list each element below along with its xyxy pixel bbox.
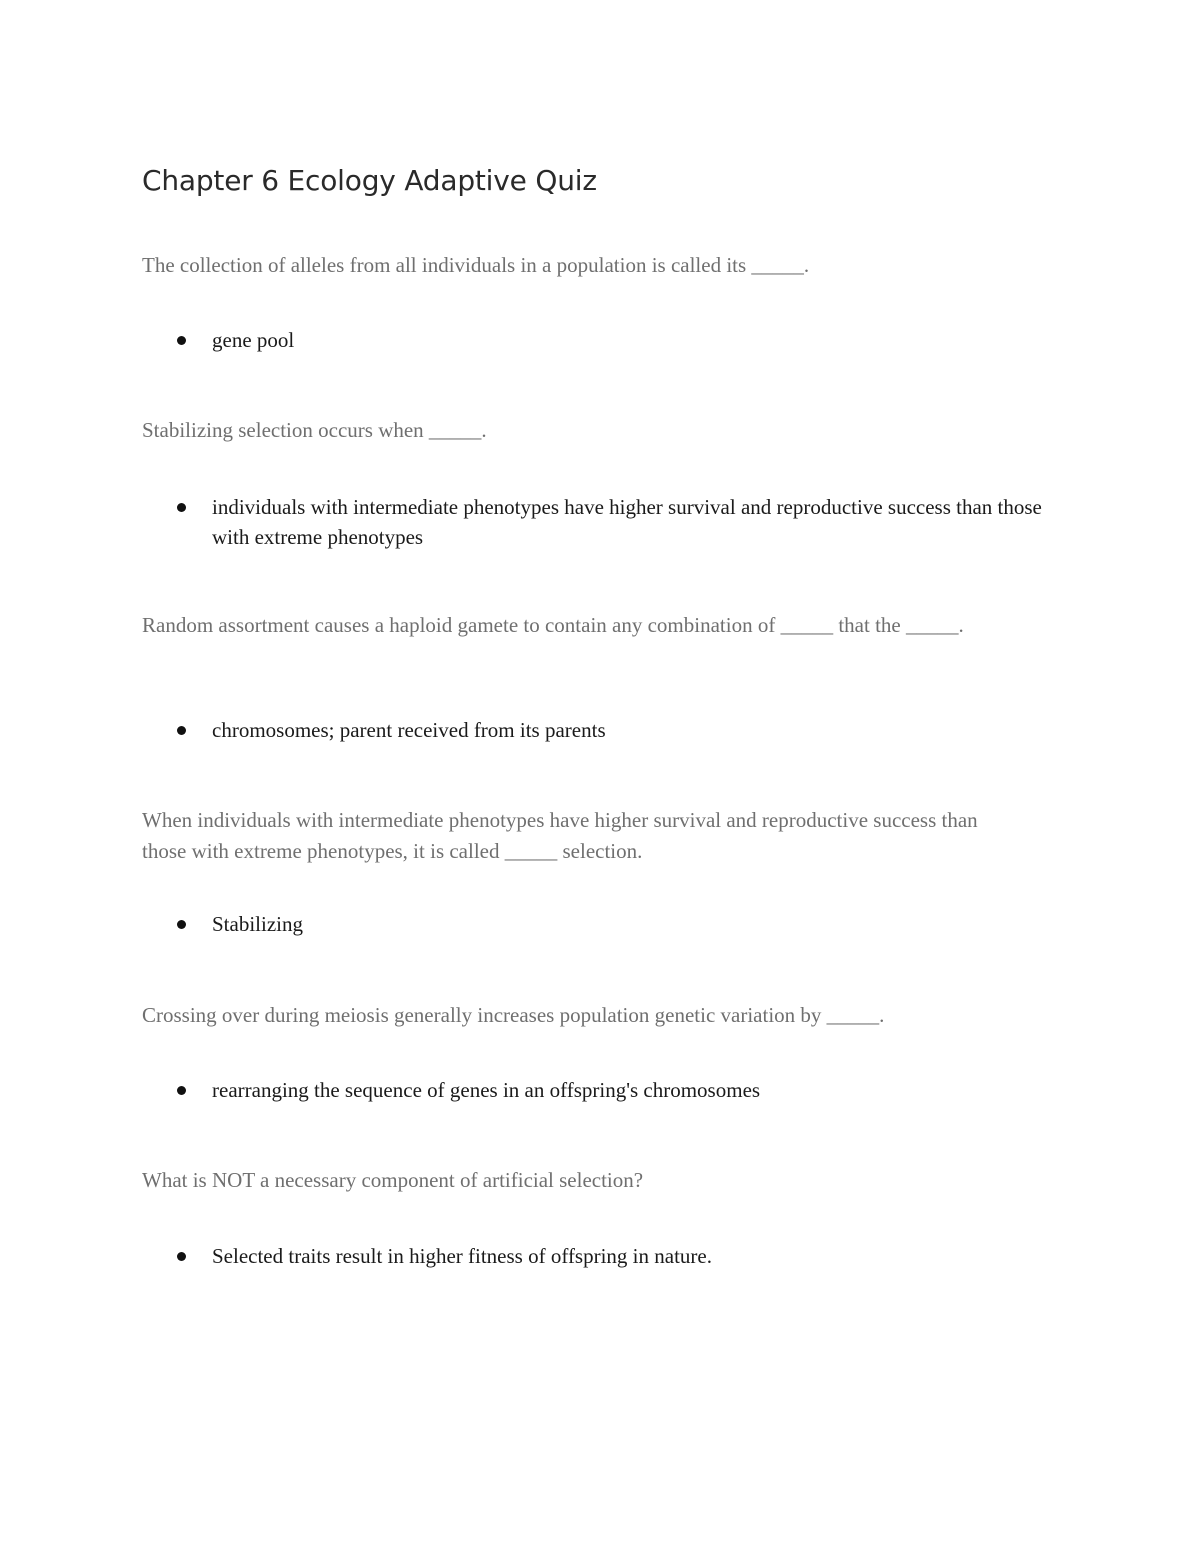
answer-list [142,492,1042,552]
answer-text: individuals with intermediate phenotypes have higher survival and reproductive success than those with extreme phenotypes [212,495,1042,549]
answer-item [142,325,1042,355]
answer-text: Selected traits result in higher fitness of offspring in nature. [212,1244,712,1268]
question-text: The collection of alleles from all individuals in a population is called its _____. [142,253,810,277]
bullet-icon [177,920,186,929]
question-text: Crossing over during meiosis generally increases population genetic variation by _____. [142,1003,885,1027]
answer-item [142,492,1042,552]
bullet-icon [177,1086,186,1095]
answer-text: chromosomes; parent received from its parents [212,718,606,742]
bullet-icon [177,726,186,735]
answer-item [142,909,1042,939]
bullet-icon [177,336,186,345]
bullet-icon [177,503,186,512]
question-text: Random assortment causes a haploid gamete to contain any combination of _____ that the _____. [142,613,964,637]
answer-list [142,325,1042,355]
bullet-icon [177,1252,186,1261]
question-text: What is NOT a necessary component of artificial selection? [142,1168,644,1192]
question-text: Stabilizing selection occurs when _____. [142,418,487,442]
answer-text: rearranging the sequence of genes in an offspring's chromosomes [212,1078,761,1102]
answer-list [142,909,1042,939]
answer-item [142,715,1042,745]
answer-item [142,1241,1042,1271]
answer-list [142,1241,1042,1271]
answer-list [142,715,1042,745]
question-text: When individuals with intermediate phenotypes have higher survival and reproductive success than those with extreme phenotypes, it is called _____ selection. [142,808,978,863]
page-title: Chapter 6 Ecology Adaptive Quiz [142,164,597,197]
answer-text: gene pool [212,328,295,352]
answer-text: Stabilizing [212,912,303,936]
answer-item [142,1075,1042,1105]
answer-list [142,1075,1042,1105]
